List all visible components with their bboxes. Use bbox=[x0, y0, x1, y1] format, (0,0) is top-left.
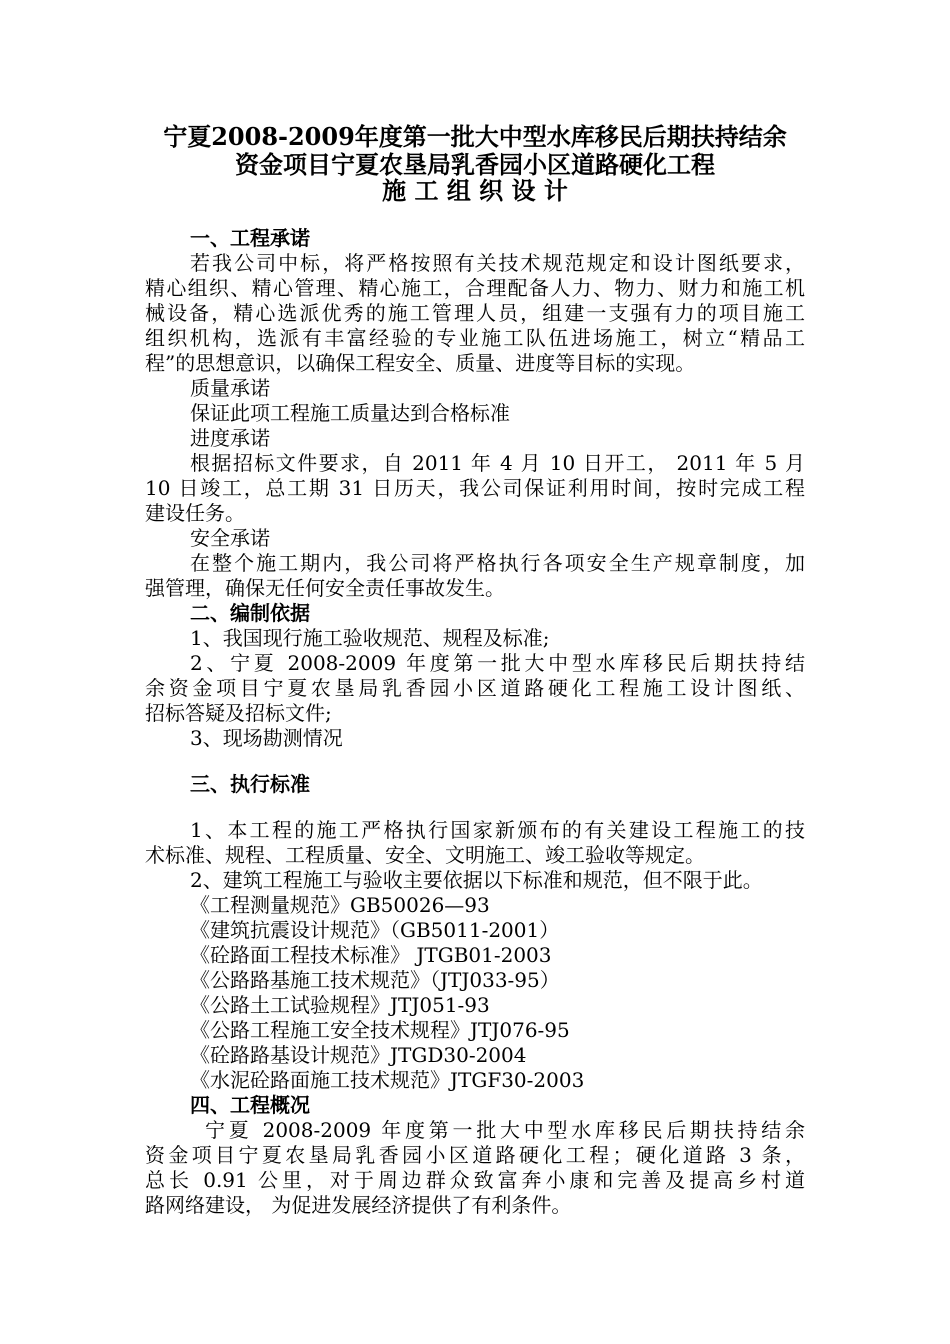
standard-reference: 《工程测量规范》GB50026—93 bbox=[190, 893, 490, 917]
standard-reference: 《水泥砼路面施工技术规范》JTGF30-2003 bbox=[190, 1068, 585, 1092]
document-title-line-2: 资金项目宁夏农垦局乳香园小区道路硬化工程 bbox=[235, 150, 715, 179]
quality-text: 保证此项工程施工质量达到合格标准 bbox=[190, 401, 510, 425]
standard-reference: 《公路土工试验规程》JTJ051-93 bbox=[190, 993, 490, 1017]
overview-line: 路网络建设， 为促进发展经济提供了有利条件。 bbox=[145, 1193, 572, 1217]
section-1-heading: 一、工程承诺 bbox=[190, 226, 310, 250]
safety-line: 在整个施工期内，我公司将严格执行各项安全生产规章制度，加 bbox=[190, 551, 805, 575]
safety-line: 强管理，确保无任何安全责任事故发生。 bbox=[145, 576, 505, 600]
standard-reference: 《公路工程施工安全技术规程》JTJ076-95 bbox=[190, 1018, 570, 1042]
basis-item-line: 余资金项目宁夏农垦局乳香园小区道路硬化工程施工设计图纸、 bbox=[145, 676, 805, 700]
standard-reference: 《建筑抗震设计规范》（GB5011-2001） bbox=[190, 918, 560, 942]
section-1-para-line: 若我公司中标，将严格按照有关技术规范规定和设计图纸要求， bbox=[190, 251, 805, 275]
section-1-para-line: 精心组织、精心管理、精心施工，合理配备人力、物力、财力和施工机 bbox=[145, 276, 805, 300]
standard-item-line: 术标准、规程、工程质量、安全、文明施工、竣工验收等规定。 bbox=[145, 843, 705, 867]
overview-line: 宁夏 2008-2009 年度第一批大中型水库移民后期扶持结余 bbox=[205, 1118, 805, 1142]
overview-line: 资金项目宁夏农垦局乳香园小区道路硬化工程；硬化道路 3 条， bbox=[145, 1143, 805, 1167]
section-1-para-line: 组织机构，选派有丰富经验的专业施工队伍进场施工，树立“精品工 bbox=[145, 326, 805, 350]
basis-item: 1、我国现行施工验收规范、规程及标准; bbox=[190, 626, 550, 650]
basis-item-line: 2、宁夏 2008-2009 年度第一批大中型水库移民后期扶持结 bbox=[190, 651, 805, 675]
standard-reference: 《砼路面工程技术标准》 JTGB01-2003 bbox=[190, 943, 552, 967]
standard-item: 2、建筑工程施工与验收主要依据以下标准和规范，但不限于此。 bbox=[190, 868, 763, 892]
schedule-heading: 进度承诺 bbox=[190, 426, 270, 450]
schedule-line: 根据招标文件要求，自 2011 年 4 月 10 日开工， 2011 年 5 月 bbox=[190, 451, 805, 475]
standard-item-line: 1、本工程的施工严格执行国家新颁布的有关建设工程施工的技 bbox=[190, 818, 805, 842]
quality-heading: 质量承诺 bbox=[190, 376, 270, 400]
section-3-heading: 三、执行标准 bbox=[190, 772, 310, 796]
section-4-heading: 四、工程概况 bbox=[190, 1093, 310, 1117]
standard-reference: 《砼路路基设计规范》JTGD30-2004 bbox=[190, 1043, 527, 1067]
schedule-line: 建设任务。 bbox=[145, 501, 245, 525]
basis-item-line: 招标答疑及招标文件; bbox=[145, 701, 332, 725]
overview-line: 总长 0.91 公里，对于周边群众致富奔小康和完善及提高乡村道 bbox=[145, 1168, 805, 1192]
section-1-para-line: 械设备，精心选派优秀的施工管理人员，组建一支强有力的项目施工 bbox=[145, 301, 805, 325]
safety-heading: 安全承诺 bbox=[190, 526, 270, 550]
basis-item: 3、现场勘测情况 bbox=[190, 726, 343, 750]
section-1-para-line: 程”的思想意识，以确保工程安全、质量、进度等目标的实现。 bbox=[145, 351, 696, 375]
schedule-line: 10 日竣工，总工期 31 日历天，我公司保证利用时间，按时完成工程 bbox=[145, 476, 805, 500]
section-2-heading: 二、编制依据 bbox=[190, 601, 310, 625]
document-title-line-3: 施 工 组 织 设 计 bbox=[382, 176, 568, 205]
standard-reference: 《公路路基施工技术规范》（JTJ033-95） bbox=[190, 968, 560, 992]
document-title-line-1: 宁夏2008-2009年度第一批大中型水库移民后期扶持结余 bbox=[163, 122, 787, 151]
